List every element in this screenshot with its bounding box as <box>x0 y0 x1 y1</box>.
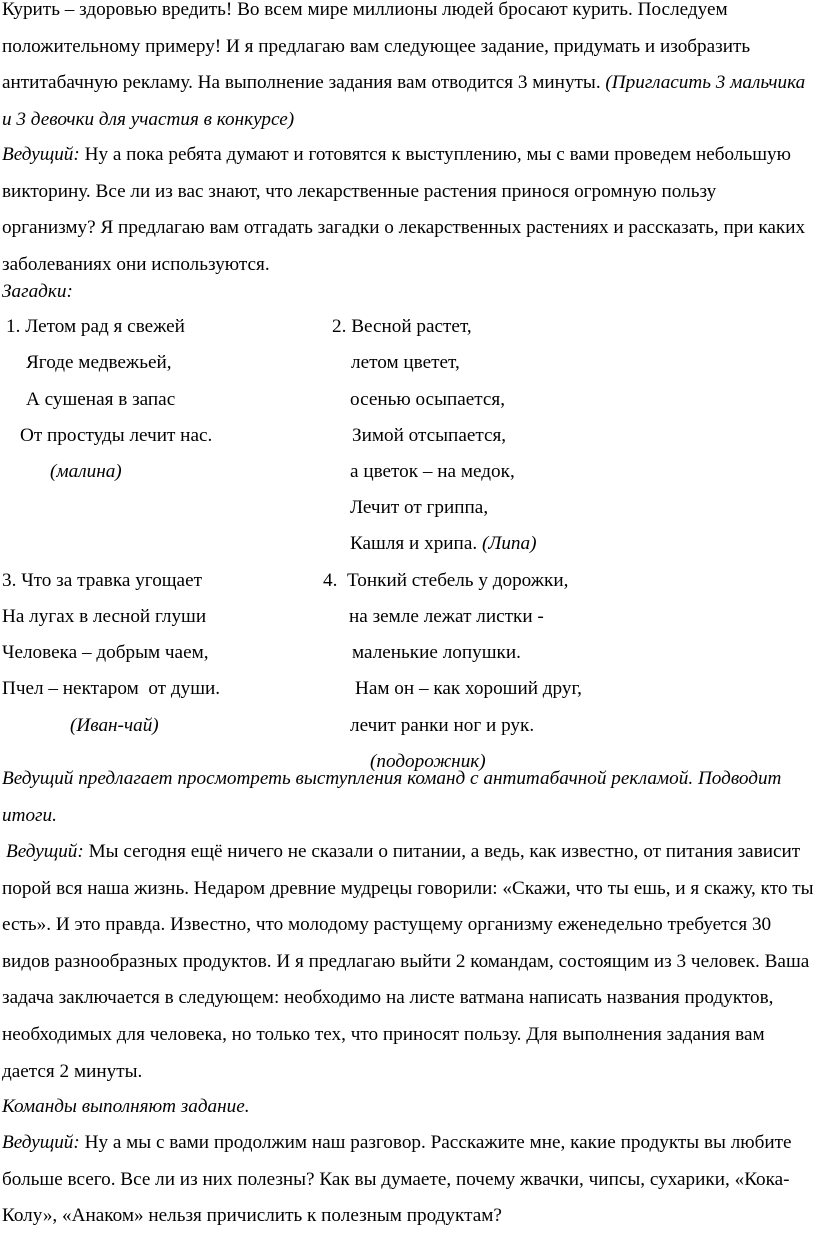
host-paragraph-3 <box>2 1125 814 1235</box>
riddle-2-line-7 <box>350 534 537 554</box>
host-paragraph-2 <box>2 834 814 1090</box>
intro-text: Курить – здоровью вредить! Во всем мире миллионы людей бросают курить. Последуем положительному примеру! И я предлагаю вам следующее задание, придумать и изобразить антитабачную рекламу. На выполнение задания вам отводится 3 минуты. <box>2 0 751 94</box>
riddle-4-answer: (подорожник) <box>370 751 486 772</box>
intro-paragraph <box>2 0 814 138</box>
riddle-1-line-2: Ягоде медвежьей, <box>26 352 172 373</box>
riddle-1-line-4: От простуды лечит нас. <box>20 425 213 446</box>
riddle-3-answer: (Иван-чай) <box>70 715 159 736</box>
riddle-2-line-1: 2. Весной растет, <box>332 316 472 337</box>
action-paragraph-2: Команды выполняют задание. <box>2 1096 250 1117</box>
riddle-1-line-3: А сушеная в запас <box>26 389 176 410</box>
riddle-4-line-2: на земле лежат листки - <box>349 606 544 627</box>
riddle-2-line-4: Зимой отсыпается, <box>352 425 507 446</box>
riddle-4-line-4: Нам он – как хороший друг, <box>355 678 582 699</box>
riddle-2-line-3: осенью осыпается, <box>350 389 506 410</box>
host-text: Ну а мы с вами продолжим наш разговор. Расскажите мне, какие продукты вы любите больше всего. Все ли из них полезны? Как вы думаете, почему жвачки, чипсы, сухарики, «Кока-Колу», «Анаком» нельзя причислить к полезным продуктам? <box>2 1132 792 1227</box>
riddles-heading: Загадки: <box>2 281 73 302</box>
speaker-label: Ведущий: <box>2 1132 80 1153</box>
riddle-2-line-2: летом цветет, <box>351 352 460 373</box>
riddle-4-line-3: маленькие лопушки. <box>352 642 521 663</box>
riddle-1-line-1: 1. Летом рад я свежей <box>6 316 185 337</box>
action-paragraph-1: Ведущий предлагает просмотреть выступления команд с антитабачной рекламой. Подводит итоги. <box>2 768 782 826</box>
riddle-2-answer: (Липа) <box>481 533 537 554</box>
riddle-3-line-4: Пчел – нектаром от души. <box>2 678 221 699</box>
riddle-2-line-5: а цветок – на медок, <box>350 461 515 482</box>
host-paragraph-1 <box>2 137 814 283</box>
host-text: Мы сегодня ещё ничего не сказали о питании, а ведь, как известно, от питания зависит порой вся наша жизнь. Недаром древние мудрецы говорили: «Скажи, что ты ешь, и я скажу, кто ты есть». И это правда. Известно, что молодому растущему организму еженедельно требуется 30 видов разнообразных продуктов. И я предлагаю выйти 2 командам, состоящим из 3 человек. Ваша задача заключается в следующем: необходимо на листе ватмана написать названия продуктов, необходимых для человека, но только тех, что приносят пользу. Для выполнения задания вам дается 2 минуты. <box>2 841 814 1082</box>
riddle-4-line-5: лечит ранки ног и рук. <box>350 715 535 736</box>
intro-note: (Пригласить 3 мальчика и 3 девочки для участия в конкурсе) <box>2 72 806 130</box>
riddle-3-line-2: На лугах в лесной глуши <box>2 606 207 627</box>
riddle-1-answer: (малина) <box>50 461 122 482</box>
speaker-label: Ведущий: <box>6 841 84 862</box>
riddle-2-line-6: Лечит от гриппа, <box>350 497 489 518</box>
riddle-4-line-1: 4. Тонкий стебель у дорожки, <box>323 570 569 591</box>
riddle-2-line-7-text: Кашля и хрипа. <box>350 533 482 554</box>
riddle-3-line-1: 3. Что за травка угощает <box>2 570 202 591</box>
host-text: Ну а пока ребята думают и готовятся к выступлению, мы с вами проведем небольшую викторину. Все ли из вас знают, что лекарственные растения принося огромную пользу организму? Я предлагаю вам отгадать загадки о лекарственных растениях и рассказать, при каких заболеваниях они используются. <box>2 144 806 275</box>
speaker-label: Ведущий: <box>2 144 80 165</box>
riddle-3-line-3: Человека – добрым чаем, <box>2 642 209 663</box>
